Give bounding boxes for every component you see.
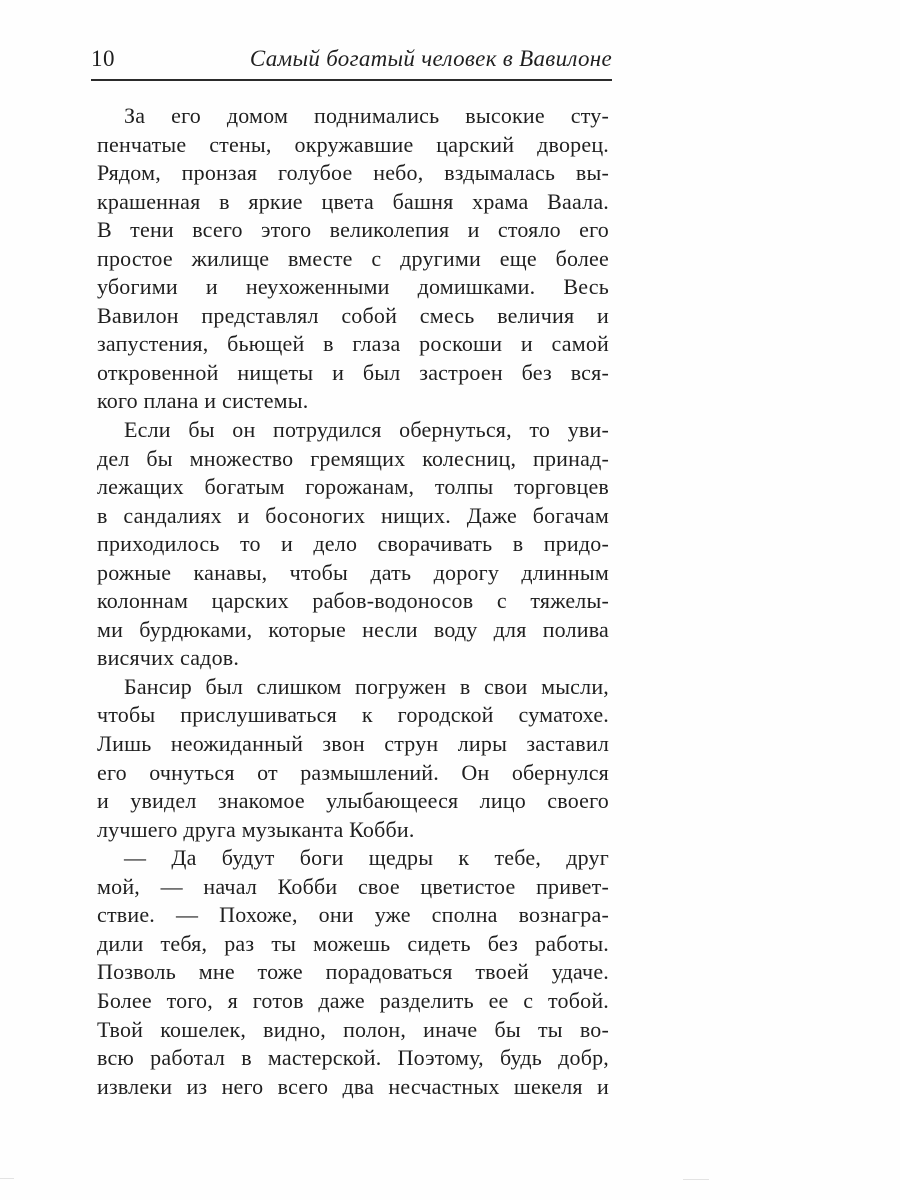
text-line: мой, — начал Кобби свое цветистое привет- — [97, 873, 609, 899]
text-line: лучшего друга музыканта Кобби. — [97, 816, 415, 842]
text-line: Лишь неожиданный звон струн лиры заставил — [97, 731, 609, 757]
text-line: и увидел знакомое улыбающееся лицо своего — [97, 788, 609, 814]
text-line: Более того, я готов даже разделить ее с тобой. — [97, 987, 609, 1013]
text-line: В тени всего этого великолепия и стояло его — [97, 217, 609, 243]
text-line: приходилось то и дело сворачивать в придо- — [97, 531, 609, 557]
text-line: висячих садов. — [97, 645, 240, 671]
text-line: За его домом поднимались высокие сту- — [124, 103, 609, 128]
text-line: Вавилон представлял собой смесь величия и — [97, 302, 609, 328]
text-line: простое жилище вместе с другими еще более — [97, 245, 609, 271]
paragraph — [97, 416, 609, 673]
text-line: крашенная в яркие цвета башня храма Ваала. — [97, 188, 609, 214]
paragraph — [97, 844, 609, 1101]
paragraph — [97, 673, 609, 844]
text-line: ми бурдюками, которые несли воду для полива — [97, 616, 609, 642]
text-line: извлеки из него всего два несчастных шекеля и — [97, 1073, 609, 1099]
text-line: Если бы он потрудился обернуться, то уви- — [124, 417, 609, 443]
text-line: убогими и неухоженными домишками. Весь — [97, 274, 609, 300]
scan-edge-artifact — [683, 1179, 709, 1180]
text-line: лежащих богатым горожанам, толпы торговцев — [97, 474, 609, 500]
text-line: всю работал в мастерской. Поэтому, будь добр, — [97, 1045, 609, 1071]
text-line: дили тебя, раз ты можешь сидеть без работы. — [97, 930, 609, 956]
text-line: откровенной нищеты и был застроен без вся- — [97, 359, 609, 385]
text-line: Позволь мне тоже порадоваться твоей удаче. — [97, 959, 609, 985]
text-line: Твой кошелек, видно, полон, иначе бы ты во- — [97, 1016, 609, 1042]
text-line: кого плана и системы. — [97, 388, 309, 414]
scan-edge-artifact — [0, 1178, 14, 1179]
text-line: ствие. — Похоже, они уже сполна вознагра- — [97, 902, 609, 928]
text-line: дел бы множество гремящих колесниц, принад- — [97, 445, 609, 471]
text-line: запустения, бьющей в глаза роскоши и самой — [97, 331, 609, 357]
text-line: пенчатые стены, окружавшие царский дворец. — [97, 131, 609, 157]
text-column — [97, 102, 609, 1101]
text-line: его очнуться от размышлений. Он обернулся — [97, 759, 609, 785]
text-line: рожные канавы, чтобы дать дорогу длинным — [97, 559, 609, 585]
page-number: 10 — [91, 46, 115, 71]
text-line: в сандалиях и босоногих нищих. Даже богачам — [97, 502, 609, 528]
paragraph — [97, 102, 609, 416]
text-line: Бансир был слишком погружен в свои мысли, — [124, 673, 609, 699]
running-title: Самый богатый человек в Вавилоне — [249, 46, 612, 71]
text-line: чтобы прислушиваться к городской суматохе. — [97, 702, 609, 728]
running-head — [91, 46, 612, 81]
text-line: колоннам царских рабов-водоносов с тяжелы- — [97, 588, 609, 614]
text-line: Рядом, пронзая голубое небо, вздымалась вы- — [97, 160, 609, 186]
text-line: — Да будут боги щедры к тебе, друг — [124, 845, 609, 871]
